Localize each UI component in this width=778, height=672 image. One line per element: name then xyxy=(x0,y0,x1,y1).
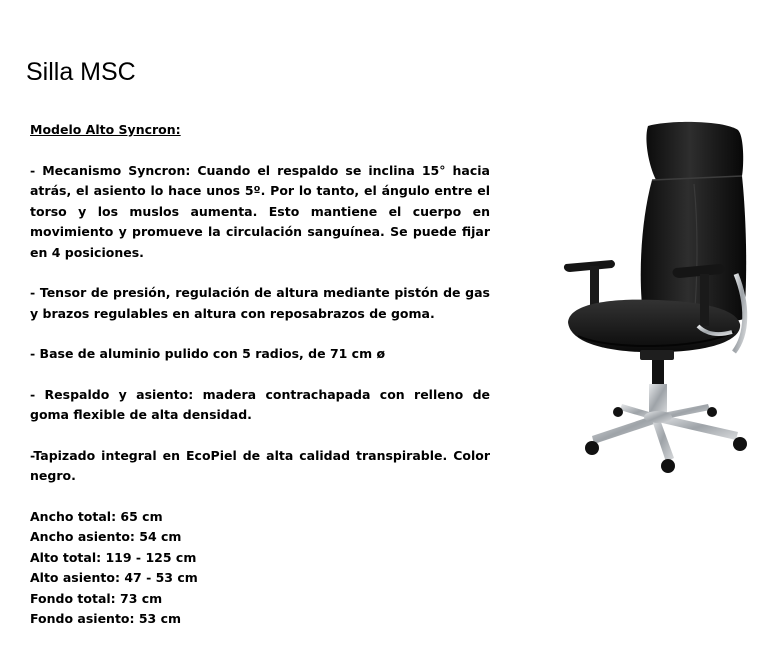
spec-seat-width: Ancho asiento: 54 cm xyxy=(30,529,182,544)
model-heading: Modelo Alto Syncron: xyxy=(30,122,181,137)
office-chair-illustration xyxy=(548,114,768,484)
feature-paragraph-materials: - Respaldo y asiento: madera contrachapada con relleno de goma flexible de alta densidad. xyxy=(30,386,490,422)
chair-left-armrest xyxy=(564,260,615,272)
chair-headrest xyxy=(646,122,743,180)
feature-paragraph-mechanism: - Mecanismo Syncron: Cuando el respaldo se inclina 15° hacia atrás, el asiento lo hace unos 5º. Por lo tanto, el ángulo entre el torso y los muslos aumenta. Esto mantiene el cuerpo en movimiento y promueve la circulación sanguínea. Se puede fijar en 4 posiciones. xyxy=(30,162,490,260)
spec-total-height: Alto total: 119 - 125 cm xyxy=(30,549,197,565)
product-description xyxy=(30,120,490,630)
spec-total-depth: Fondo total: 73 cm xyxy=(30,590,163,606)
office-chair-photo xyxy=(548,114,768,484)
feature-paragraph-upholstery: -Tapizado integral en EcoPiel de alta calidad transpirable. Color negro. xyxy=(30,447,490,483)
page-title: Silla MSC xyxy=(26,58,136,86)
spec-seat-depth: Fondo asiento: 53 cm xyxy=(30,611,182,626)
chair-seat xyxy=(568,300,740,353)
feature-paragraph-tensor: - Tensor de presión, regulación de altura mediante pistón de gas y brazos regulables en altura con reposabrazos de goma. xyxy=(30,285,490,321)
spec-total-width: Ancho total: 65 cm xyxy=(30,508,163,524)
spec-list xyxy=(30,507,490,630)
spec-seat-height: Alto asiento: 47 - 53 cm xyxy=(30,570,198,585)
feature-paragraph-base: - Base de aluminio pulido con 5 radios, de 71 cm ø xyxy=(30,346,386,361)
chair-gas-piston xyxy=(652,360,664,386)
